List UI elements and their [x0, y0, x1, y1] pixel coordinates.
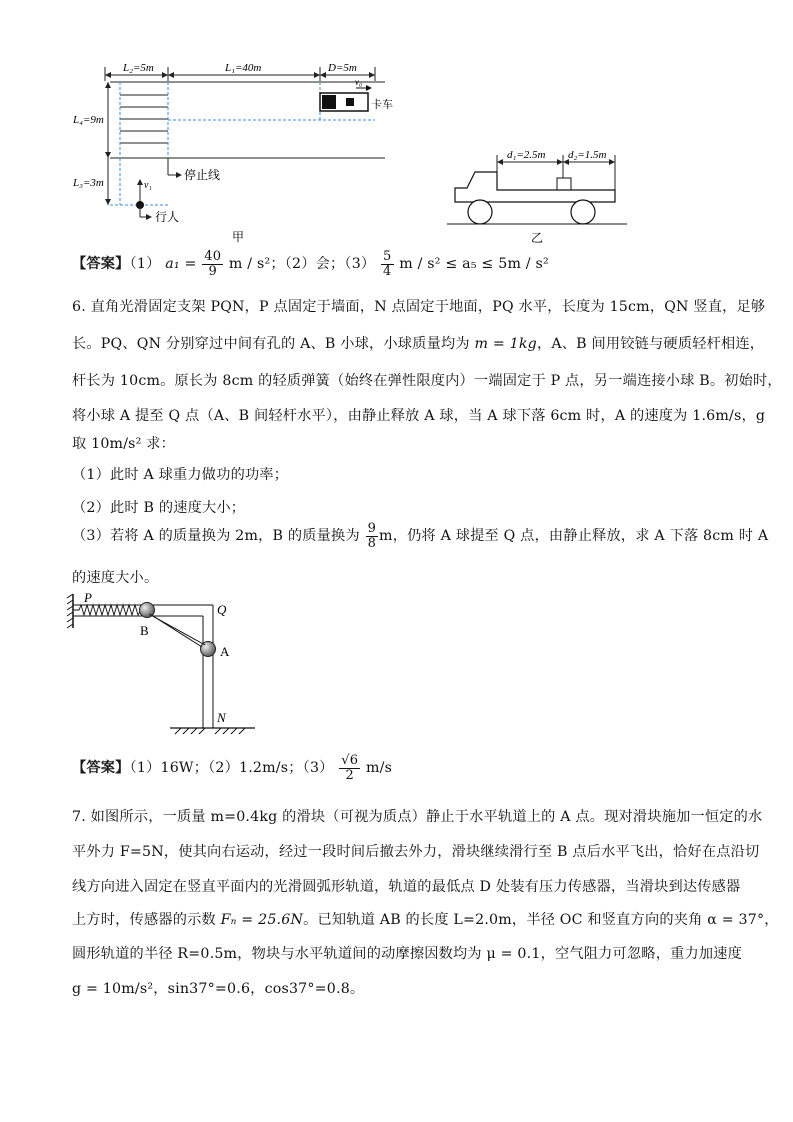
answer5-a5-fraction: $\frac{5}{4}$ — [383, 249, 392, 279]
q7-line-1: 7. 如图所示，一质量 m=0.4kg 的滑块（可视为质点）静止于水平轨道上的 A 点。现对滑块施加一恒定的水 — [72, 809, 763, 825]
label-L3: L₃=3m — [73, 177, 104, 189]
label-N: N — [217, 710, 226, 725]
answer5-part2: ；（2）会；（3） — [270, 256, 376, 273]
answer6-fraction: $\frac{√6}{2}$ — [341, 753, 359, 783]
q7-sensor-force: Fₙ = 25.6N — [220, 912, 304, 928]
answer-5 — [72, 250, 549, 278]
label-D: D=5m — [328, 62, 357, 74]
figure-yi — [445, 140, 630, 245]
label-B: B — [140, 623, 149, 638]
label-pedestrian: 行人 — [155, 210, 180, 224]
q6-line-3: 杆长为 10cm。原长为 8cm 的轻质弹簧（始终在弹性限度内）一端固定于 P 点，另一端连接小球 B。初始时， — [72, 373, 782, 389]
caption-jia: 甲 — [232, 230, 245, 244]
q6-sub-3: （3）若将 A 的质量换为 2m，B 的质量换为 $\frac{9}{8}$ m，仍将 A 球提至 Q 点，由静止释放，求 A 下落 8cm 时 A — [72, 521, 769, 551]
figure-q6 — [65, 588, 265, 736]
q7-line-6: g = 10m/s²，sin37°=0.6，cos37°=0.8。 — [72, 981, 365, 997]
label-L2: L₂=5m — [123, 62, 154, 74]
label-d1: d₁=2.5m — [507, 149, 546, 161]
answer-tag: 【答案】 — [72, 256, 130, 273]
label-d2: d₂=1.5m — [568, 149, 607, 161]
figure-jia — [60, 55, 400, 245]
q6-line-2: 长。PQ、QN 分别穿过中间有孔的 A、B 小球，小球质量均为 m = 1kg，A、B 间用铰链与硬质轻杆相连， — [72, 336, 765, 352]
answer6-tag: 【答案】 — [72, 760, 130, 777]
label-truck: 卡车 — [371, 99, 393, 111]
q7-line-4: 上方时，传感器的示数 Fₙ = 25.6N。已知轨道 AB 的长度 L=2.0m，半径 OC 和竖直方向的夹角 α = 37°， — [72, 912, 779, 928]
q6-sub-1: （1）此时 A 球重力做功的功率； — [72, 467, 289, 483]
caption-yi: 乙 — [531, 231, 544, 245]
label-L4: L₄=9m — [73, 114, 104, 126]
q7-line-5: 圆形轨道的半径 R=0.5m，物块与水平轨道间的动摩擦因数均为 μ = 0.1，空气阻力可忽略，重力加速度 — [72, 946, 743, 962]
q6-mass: m = 1kg — [474, 336, 537, 352]
label-stopline: 停止线 — [184, 168, 221, 182]
q6-sub-2: （2）此时 B 的速度大小； — [72, 500, 246, 516]
answer5-a1-fraction: $\frac{40}{9}$ — [204, 249, 222, 279]
label-Q: Q — [217, 602, 227, 617]
label-v0: v₀ — [355, 77, 363, 87]
answer5-a5-range: m / s² ≤ a₅ ≤ 5m / s² — [399, 256, 549, 273]
q6-sub-3-cont: 的速度大小。 — [72, 570, 159, 586]
label-A: A — [220, 644, 230, 659]
q6-fraction-9-8: $\frac{9}{8}$ — [367, 521, 377, 551]
q6-line-4: 将小球 A 提至 Q 点（A、B 间轻杆水平），由静止释放 A 球，当 A 球下落 6cm 时，A 的速度为 1.6m/s，g — [72, 408, 766, 424]
answer5-part1: （1） — [129, 256, 161, 273]
q7-line-3: 线方向进入固定在竖直平面内的光滑圆弧形轨道，轨道的最低点 D 处装有压力传感器，当滑块到达传感器 — [72, 879, 741, 895]
q6-line-5: 取 10m/s² 求： — [72, 436, 176, 452]
label-L1: L₁=40m — [225, 62, 262, 74]
answer5-a1-unit: m / s² — [228, 256, 271, 273]
label-v1: v₁ — [144, 180, 152, 191]
q6-line-1: 6. 直角光滑固定支架 PQN，P 点固定于墙面，N 点固定于地面，PQ 水平，长度为 15cm，QN 竖直，足够 — [72, 299, 766, 315]
label-P: P — [84, 590, 92, 605]
answer5-a1: a₁ = — [165, 256, 197, 273]
q7-line-2: 平外力 F=5N，使其向右运动，经过一段时间后撤去外力，滑块继续滑行至 B 点后水平飞出，恰好在点沿切 — [72, 844, 760, 860]
answer-6: 【答案】（1）16W；（2）1.2m/s；（3） $\frac{√6}{2}$ m/s — [72, 753, 393, 783]
